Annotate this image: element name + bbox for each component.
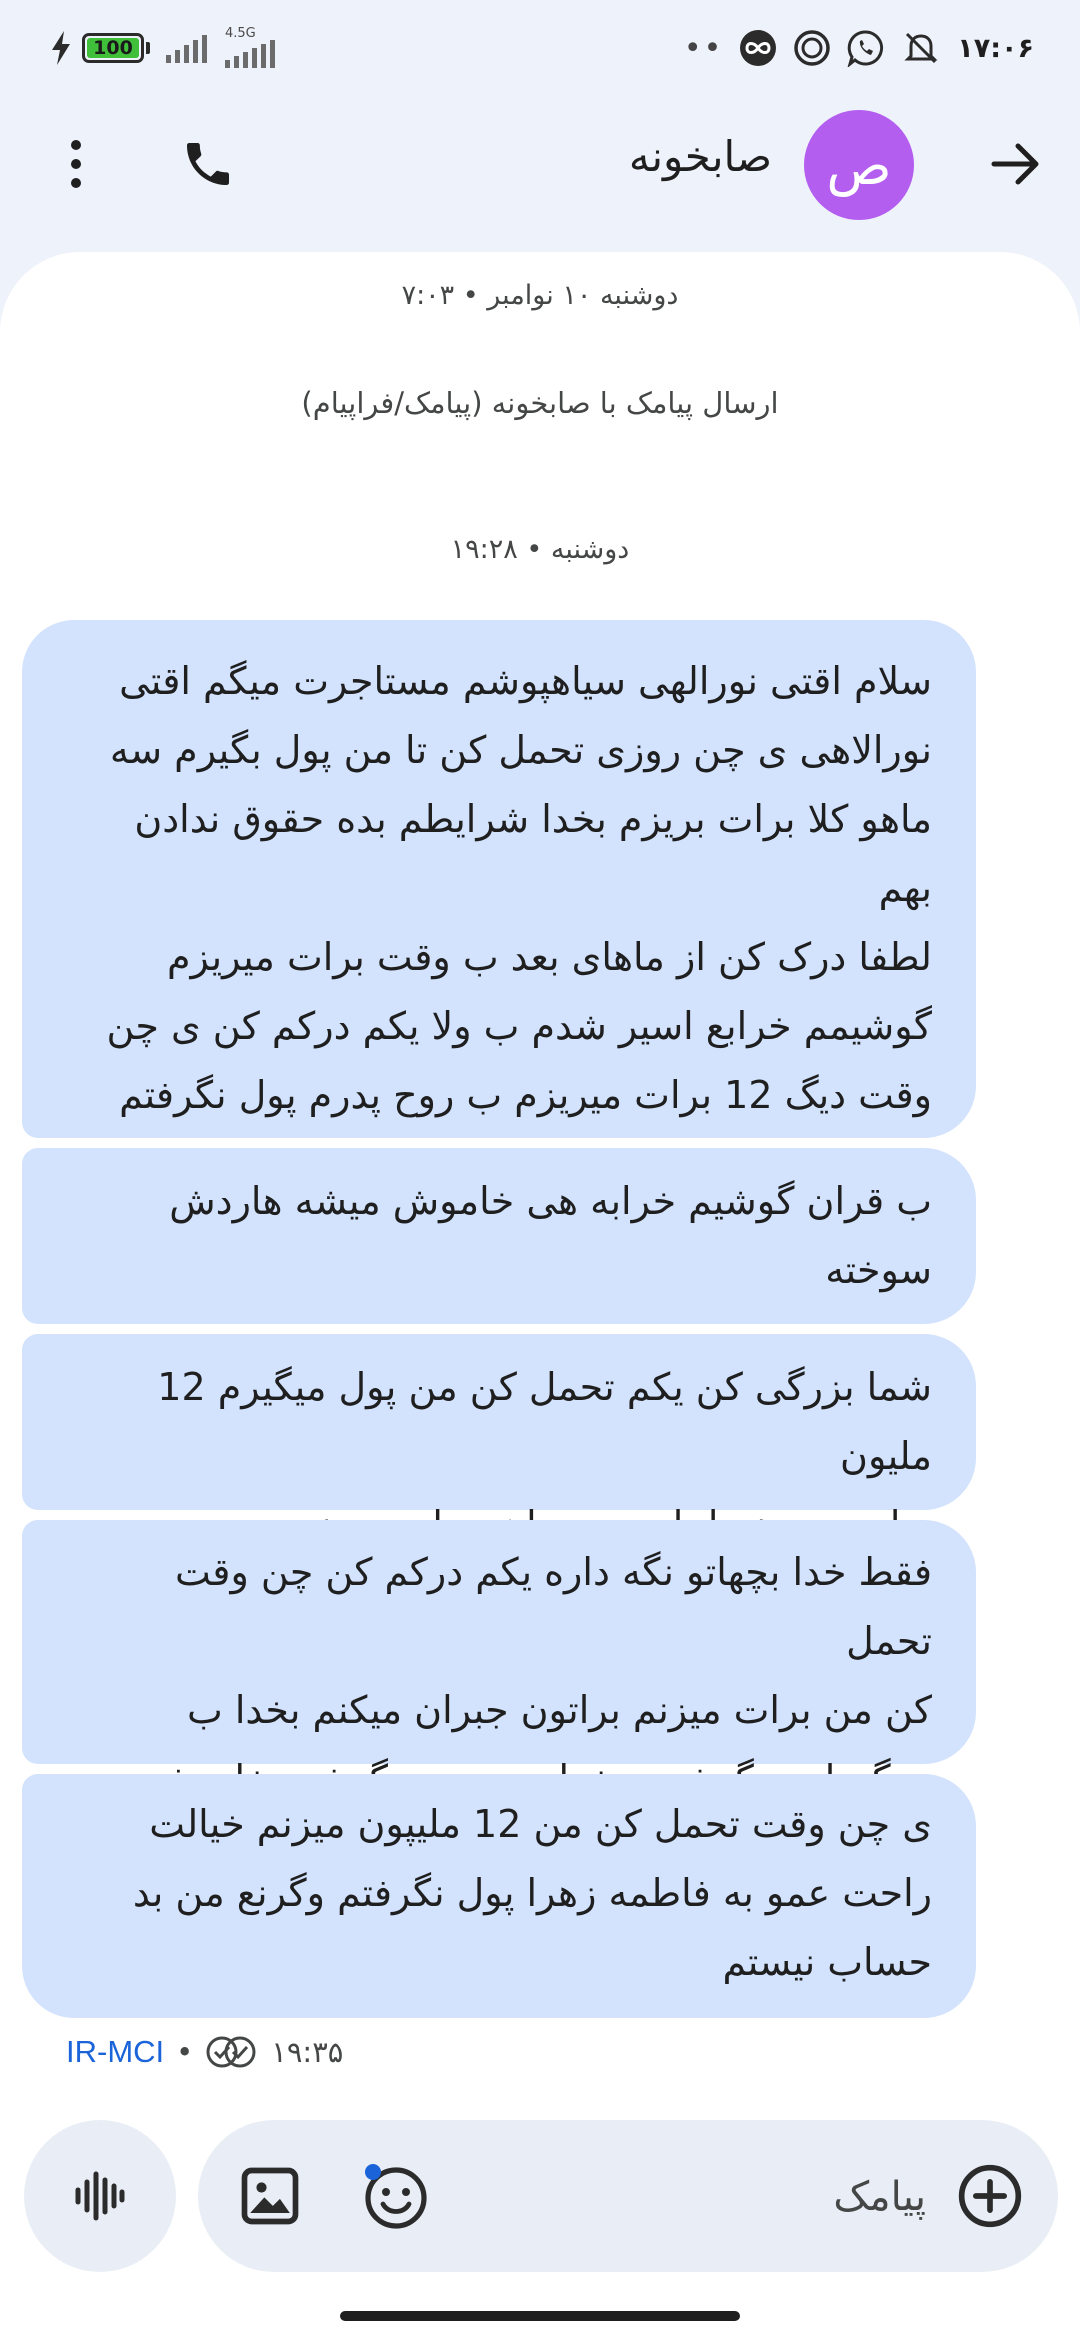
app-header	[0, 96, 1080, 232]
network-type: 4.5G	[225, 26, 256, 41]
message-bubble[interactable]	[22, 1148, 976, 1324]
message-line: فقط خدا بچهاتو نگه داره یکم درکم کن چن وقت تحمل	[174, 1550, 932, 1663]
message-composer	[198, 2120, 1058, 2272]
more-options-button[interactable]	[36, 124, 116, 204]
phone-icon	[180, 136, 236, 192]
back-button[interactable]	[976, 124, 1056, 204]
call-button[interactable]	[168, 124, 248, 204]
contact-name[interactable]: صابخونه	[628, 132, 772, 181]
back-arrow-icon	[990, 138, 1042, 190]
network-indicator	[225, 28, 295, 68]
date-divider: دوشنبه • ۱۹:۲۸	[450, 534, 630, 565]
signal-icon	[225, 38, 275, 68]
message-bubble[interactable]	[22, 620, 976, 1138]
sms-channel-note: ارسال پیامک با صابخونه (پیامک/فراپیام)	[301, 386, 779, 420]
charging-bolt-icon	[50, 31, 72, 65]
message-meta	[66, 2032, 343, 2072]
message-line: ی چن وقت تحمل کن من 12 ملیپون میزنم خیالت	[149, 1802, 932, 1846]
status-bar	[0, 0, 1080, 96]
status-clock: ۱۷:۰۶	[957, 32, 1034, 64]
status-right	[684, 24, 1034, 72]
message-line: سوخته	[825, 1248, 932, 1292]
message-line: شما بزرگی کن یکم تحمل کن من پول میگیرم 12 ملیون	[157, 1365, 932, 1478]
message-line: ماهو کلا برات بریزم بخدا شرایطم بده حقوق ندادن بهم	[134, 797, 932, 910]
double-check-icon	[205, 2035, 259, 2069]
more-vert-icon	[66, 136, 86, 192]
date-divider: دوشنبه ۱۰ نوامبر • ۷:۰۳	[401, 280, 679, 311]
sim-label: IR-MCI	[66, 2034, 165, 2069]
message-line: نورالاهی ی چن روزی تحمل کن تا من پول بگیرم سه	[109, 728, 932, 772]
mute-icon	[901, 28, 941, 68]
message-line: وقت دیگ 12 برات میریزم ب روح پدرم پول نگرفتم	[119, 1073, 932, 1117]
battery-tip	[146, 42, 150, 54]
voice-message-button[interactable]	[24, 2120, 176, 2272]
meta-separator: •	[176, 2035, 194, 2069]
message-time: ۱۹:۳۵	[271, 2035, 344, 2069]
battery-icon	[82, 33, 144, 63]
ring-icon	[793, 29, 831, 67]
battery-level: 100	[93, 37, 133, 59]
message-line: حساب نیستم	[722, 1940, 932, 1984]
message-line: راحت عمو به فاطمه زهرا پول نگرفتم وگرنع من بد	[132, 1871, 932, 1915]
whatsapp-icon	[847, 29, 885, 67]
voice-wave-icon	[72, 2168, 128, 2224]
message-line: ب قران گوشیم خرابه هی خاموش میشه هاردش	[169, 1179, 932, 1223]
message-line: لطفا درک کن از ماهای بعد ب وقت برات میریزم	[167, 935, 932, 979]
add-circle-icon[interactable]	[956, 2162, 1024, 2230]
message-line: گوشیمم خرابع اسیر شدم ب ولا یکم درکم کن ی چن	[106, 1004, 932, 1048]
contact-avatar[interactable]	[804, 110, 914, 220]
message-input[interactable]	[464, 2160, 928, 2234]
message-bubble[interactable]	[22, 1774, 976, 2018]
message-line: کن من برات میزنم براتون جبران میکنم بخدا ب	[186, 1688, 932, 1732]
message-line: سلام اقتی نورالهی سیاهپوشم مستاجرت میگم اقتی	[119, 659, 932, 703]
emoji-icon[interactable]	[360, 2160, 432, 2232]
infinity-badge-icon	[739, 29, 777, 67]
status-left	[50, 24, 295, 72]
more-notifications-icon: ••	[683, 30, 724, 66]
image-icon[interactable]	[236, 2162, 304, 2230]
message-bubble[interactable]	[22, 1334, 976, 1510]
home-indicator[interactable]	[340, 2311, 740, 2321]
avatar-letter: ص	[826, 133, 892, 197]
signal-icon	[166, 33, 207, 63]
message-bubble[interactable]	[22, 1520, 976, 1764]
